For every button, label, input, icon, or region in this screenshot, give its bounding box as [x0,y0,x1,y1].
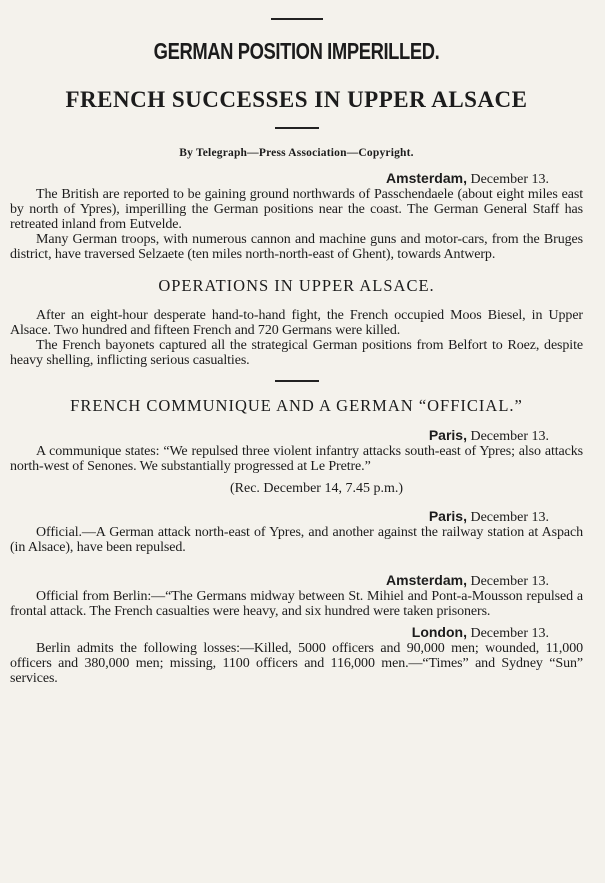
dateline-place: Paris, [428,427,467,443]
dateline-place: London, [411,624,467,640]
article-paragraph: A communique states: “We repulsed three violent infantry attacks south-east of Ypres; also attacks north-west of Senones. We substantially progressed at Le Pretre.” [10,444,583,474]
byline: By Telegraph—Press Association—Copyright. [179,147,414,159]
section-rule [275,380,319,382]
dateline [10,428,583,444]
top-rule [271,18,323,20]
dateline [10,625,583,641]
dateline-date: December 13. [470,172,549,187]
dateline [10,171,583,187]
dateline-date: December 13. [470,429,549,444]
subheadline: FRENCH SUCCESSES IN UPPER ALSACE [65,87,528,112]
article-paragraph: Many German troops, with numerous cannon and machine guns and motor-cars, from the Bruges district, have traversed Selzaete (ten miles north-north-east of Ghent), towards Antwerp. [10,232,583,262]
article-paragraph: Official from Berlin:—“The Germans midway between St. Mihiel and Pont-a-Mousson repulsed a frontal attack. The French casualties were heavy, and six hundred were taken prisoners. [10,589,583,619]
article-paragraph: Official.—A German attack north-east of Ypres, and another against the railway station at Aspach (in Alsace), have been repulsed. [10,525,583,555]
dateline-date: December 13. [470,626,549,641]
received-note: (Rec. December 14, 7.45 p.m.) [230,481,403,496]
dateline-date: December 13. [470,574,549,589]
dateline-place: Amsterdam, [386,572,467,588]
section-heading: OPERATIONS IN UPPER ALSACE. [158,276,435,295]
dateline-place: Amsterdam, [386,170,467,186]
dateline-date: December 13. [470,510,549,525]
article-paragraph: Berlin admits the following losses:—Killed, 5000 officers and 90,000 men; wounded, 11,000 officers and 380,000 men; missing, 1100 officers and 116,000 men.—“Times” and Sydney “Sun” services. [10,641,583,686]
article-paragraph: The British are reported to be gaining ground northwards of Passchendaele (about eight miles east by north of Ypres), imperilling the German positions near the coast. The German General Staff has retreated inland from Eutvelde. [10,187,583,232]
dateline [10,573,583,589]
article-paragraph: After an eight-hour desperate hand-to-hand fight, the French occupied Moos Biesel, in Upper Alsace. Two hundred and fifteen French and 720 Germans were killed. [10,308,583,338]
dateline-place: Paris, [428,508,467,524]
article-paragraph: The French bayonets captured all the strategical German positions from Belfort to Roez, despite heavy shelling, inflicting serious casualties. [10,338,583,368]
section-heading: FRENCH COMMUNIQUE AND A GERMAN “OFFICIAL.” [70,396,523,415]
headline-rule [275,127,319,129]
dateline [10,509,583,525]
headline: GERMAN POSITION IMPERILLED. [153,38,440,64]
